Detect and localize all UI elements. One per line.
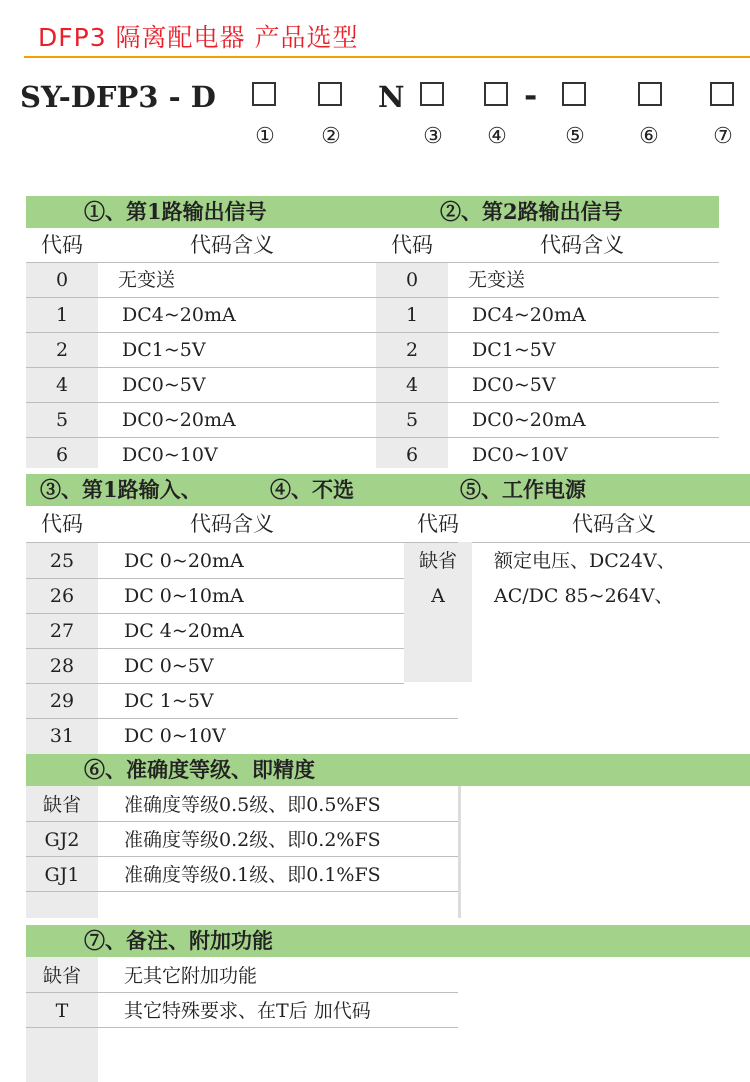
table6-meaning: 准确度等级0.5级、即0.5%FS [124,794,381,816]
table7-meaning: 其它特殊要求、在T后 加代码 [124,1000,371,1022]
section-title-7: ⑦、备注、附加功能 [84,928,273,953]
position-marker-4: ④ [487,124,507,149]
table6-code: 缺省 [42,794,81,816]
header-meaning-5: 代码含义 [572,512,656,536]
model-prefix: SY-DFP3 - D [20,80,216,114]
header-code-1: 代码 [41,233,83,257]
table1-code: 1 [55,304,69,326]
table3-meaning: DC 0~20mA [124,550,244,572]
page-title: DFP3 隔离配电器 产品选型 [38,23,359,52]
table3-code: 31 [49,725,75,747]
position-marker-6: ⑥ [639,124,659,149]
header-code-3: 代码 [41,512,83,536]
table2-meaning: DC0~20mA [472,409,586,431]
table1-code: 0 [55,269,69,291]
header-code-5: 代码 [417,512,459,536]
table7-code: 缺省 [42,965,81,987]
row-divider [26,648,404,649]
table1-meaning: DC1~5V [122,339,206,361]
table3-code: 26 [49,585,75,607]
position-marker-5: ⑤ [565,124,585,149]
table1-code: 4 [55,374,69,396]
table2-code: 0 [405,269,419,291]
table6-meaning: 准确度等级0.1级、即0.1%FS [124,864,381,886]
table1-code: 6 [55,444,69,466]
row-divider [26,332,719,333]
table3-meaning: DC 0~5V [124,655,214,677]
model-slot-7 [710,82,734,106]
table3-meaning: DC 4~20mA [124,620,244,642]
position-marker-2: ② [321,124,341,149]
header-code-2: 代码 [391,233,433,257]
row-divider [26,1027,458,1028]
model-slot-3 [420,82,444,106]
row-divider [26,437,719,438]
table2-meaning: DC0~10V [472,444,568,466]
table2-code: 4 [405,374,419,396]
table2-meaning: DC0~5V [472,374,556,396]
table3-code: 29 [49,690,75,712]
model-slot-4 [484,82,508,106]
table2-code: 6 [405,444,419,466]
table1-code: 2 [55,339,69,361]
row-divider [26,718,458,719]
table2-meaning: DC4~20mA [472,304,586,326]
model-slot-6 [638,82,662,106]
row-divider [26,402,719,403]
model-n-letter: N [378,80,405,114]
table6-code: GJ2 [44,829,80,851]
table1-meaning: DC0~5V [122,374,206,396]
position-marker-3: ③ [423,124,443,149]
section-title-6: ⑥、准确度等级、即精度 [84,757,315,782]
header-meaning-1: 代码含义 [190,233,274,257]
row-divider [472,542,750,543]
table7-meaning: 无其它附加功能 [124,965,258,987]
section-title-3: ③、第1路输入、 [40,477,202,502]
table1-meaning: DC4~20mA [122,304,236,326]
table2-code: 5 [405,409,419,431]
table5-meaning: 额定电压、DC24V、 [494,550,676,572]
row-divider [26,613,404,614]
header-meaning-2: 代码含义 [540,233,624,257]
table1-code: 5 [55,409,69,431]
table5-code: 缺省 [418,550,457,572]
row-divider [26,992,458,993]
table5-meaning: AC/DC 85~264V、 [494,585,674,607]
model-dash: - [524,76,538,114]
table1-meaning: DC0~10V [122,444,218,466]
column-edge [458,786,461,918]
table2-meaning: 无变送 [468,269,526,291]
table1-meaning: 无变送 [118,269,176,291]
model-slot-5 [562,82,586,106]
header-meaning-3: 代码含义 [190,512,274,536]
table3-meaning: DC 0~10mA [124,585,244,607]
model-slot-2 [318,82,342,106]
section-title-1: ①、第1路输出信号 [84,199,267,224]
position-marker-7: ⑦ [713,124,733,149]
title-divider [24,56,750,58]
table3-code: 25 [49,550,75,572]
table2-code: 2 [405,339,419,361]
table2-code: 1 [405,304,419,326]
table3-meaning: DC 1~5V [124,690,214,712]
table1-meaning: DC0~20mA [122,409,236,431]
section-title-5: ⑤、工作电源 [460,477,586,502]
row-divider [26,821,458,822]
row-divider [26,578,404,579]
table6-code: GJ1 [44,864,80,886]
table3-code: 27 [49,620,75,642]
row-divider [26,856,458,857]
position-marker-1: ① [255,124,275,149]
table6-meaning: 准确度等级0.2级、即0.2%FS [124,829,381,851]
row-divider [26,891,458,892]
section-title-4: ④、不选 [270,477,354,502]
model-slot-1 [252,82,276,106]
table2-meaning: DC1~5V [472,339,556,361]
table5-code: A [431,585,445,607]
row-divider [26,683,404,684]
row-divider [26,297,719,298]
table7-code: T [55,1000,69,1022]
table3-meaning: DC 0~10V [124,725,226,747]
row-divider [26,542,458,543]
table3-code: 28 [49,655,75,677]
row-divider [26,367,719,368]
section-title-2: ②、第2路输出信号 [440,199,623,224]
